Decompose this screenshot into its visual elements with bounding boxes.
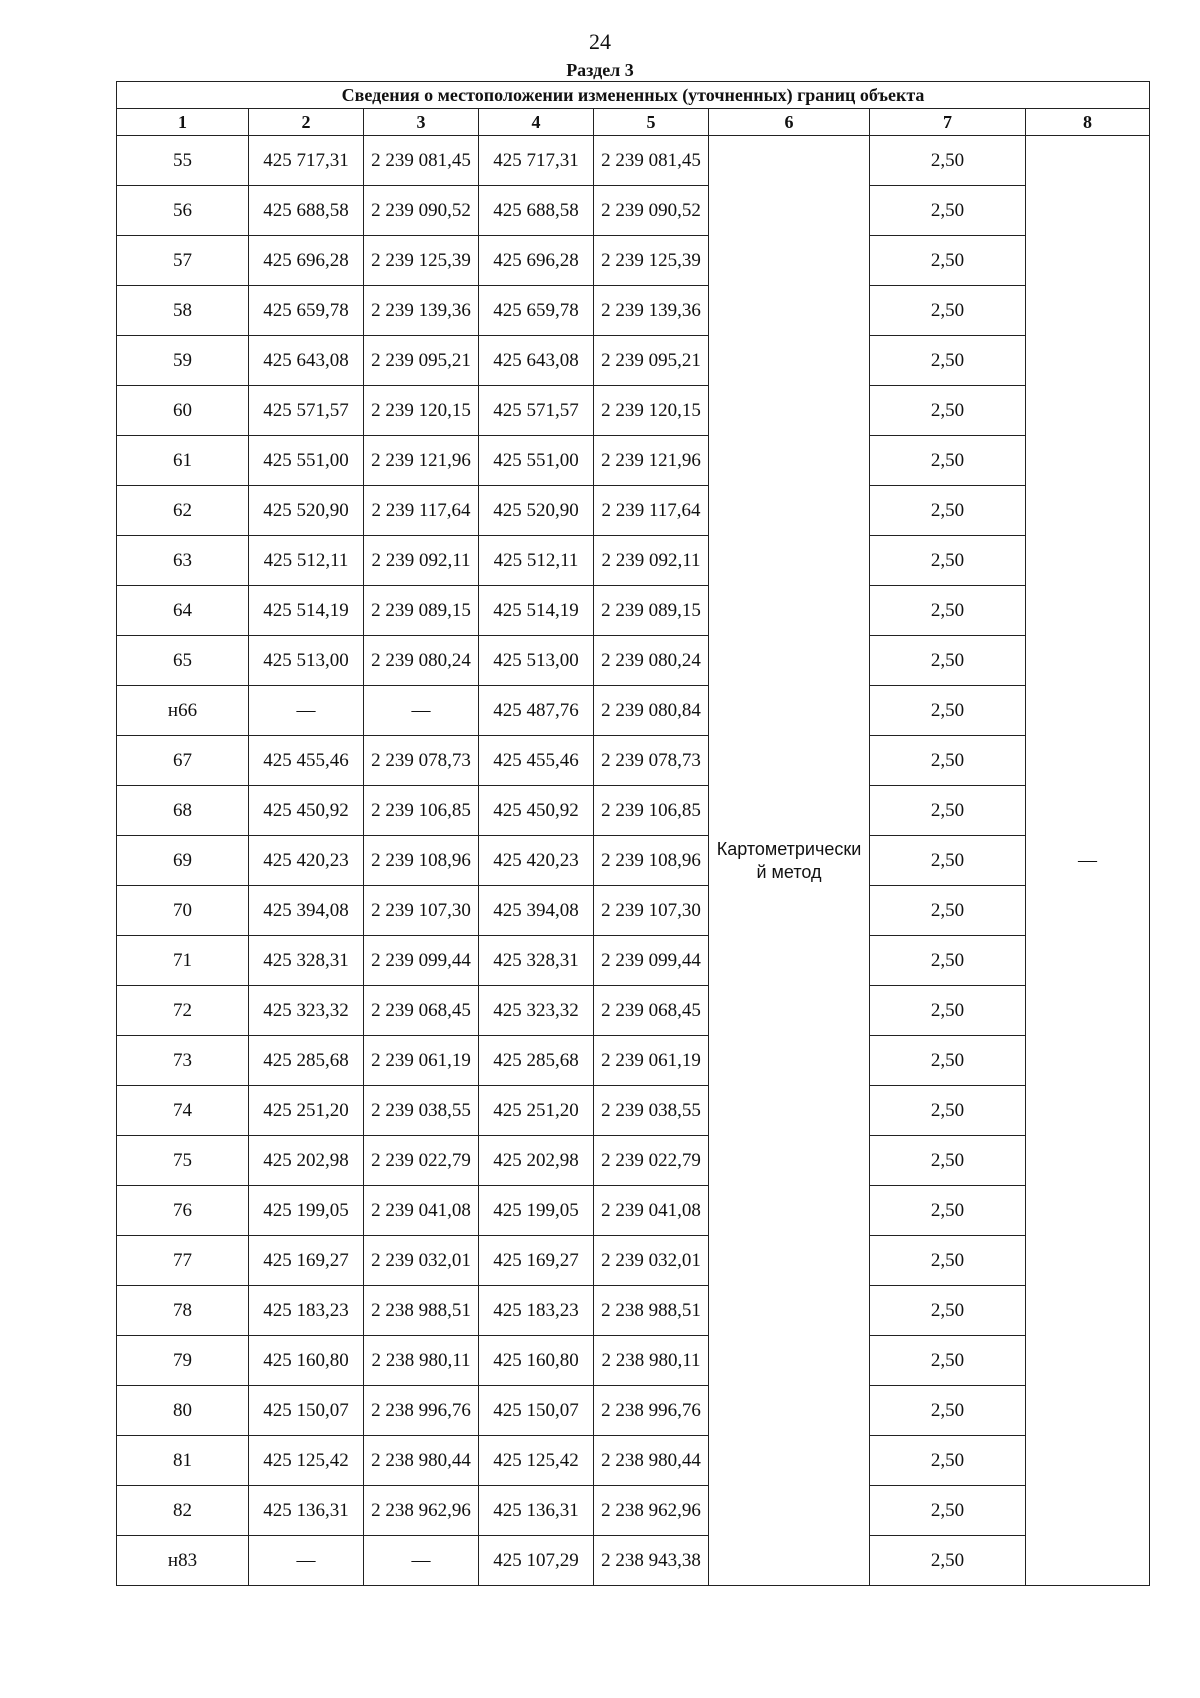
existing-y-cell: 2 239 068,45 (364, 986, 479, 1036)
new-x-cell: 425 136,31 (479, 1486, 594, 1536)
existing-y-cell: 2 239 107,30 (364, 886, 479, 936)
new-y-cell: 2 239 022,79 (594, 1136, 709, 1186)
new-y-cell: 2 238 943,38 (594, 1536, 709, 1586)
existing-x-cell: 425 513,00 (249, 636, 364, 686)
point-number-cell: 56 (117, 186, 249, 236)
boundary-coordinates-table (116, 81, 1150, 1586)
point-number-cell: 81 (117, 1436, 249, 1486)
accuracy-cell: 2,50 (870, 1336, 1026, 1386)
column-header: 4 (479, 109, 594, 136)
new-x-cell: 425 323,32 (479, 986, 594, 1036)
column-header: 8 (1026, 109, 1150, 136)
table-caption: Сведения о местоположении измененных (уточненных) границ объекта (117, 82, 1150, 109)
existing-y-cell: 2 238 988,51 (364, 1286, 479, 1336)
point-number-cell: 60 (117, 386, 249, 436)
column-number-row (117, 109, 1150, 136)
table-row (117, 1186, 1150, 1236)
new-x-cell: 425 571,57 (479, 386, 594, 436)
accuracy-cell: 2,50 (870, 1086, 1026, 1136)
existing-y-cell: 2 239 120,15 (364, 386, 479, 436)
existing-y-cell: 2 239 078,73 (364, 736, 479, 786)
existing-y-cell: 2 239 090,52 (364, 186, 479, 236)
new-x-cell: 425 520,90 (479, 486, 594, 536)
section-title: Раздел 3 (566, 60, 634, 80)
point-number-cell: 77 (117, 1236, 249, 1286)
column-header: 5 (594, 109, 709, 136)
accuracy-cell: 2,50 (870, 236, 1026, 286)
point-number-cell: 59 (117, 336, 249, 386)
new-y-cell: 2 239 090,52 (594, 186, 709, 236)
accuracy-cell: 2,50 (870, 686, 1026, 736)
new-x-cell: 425 251,20 (479, 1086, 594, 1136)
new-x-cell: 425 659,78 (479, 286, 594, 336)
new-x-cell: 425 107,29 (479, 1536, 594, 1586)
new-y-cell: 2 239 081,45 (594, 136, 709, 186)
new-y-cell: 2 239 080,84 (594, 686, 709, 736)
new-x-cell: 425 688,58 (479, 186, 594, 236)
existing-y-cell: 2 239 038,55 (364, 1086, 479, 1136)
existing-x-cell: — (249, 1536, 364, 1586)
existing-x-cell: 425 125,42 (249, 1436, 364, 1486)
accuracy-cell: 2,50 (870, 436, 1026, 486)
table-row (117, 1336, 1150, 1386)
table-row (117, 1286, 1150, 1336)
new-y-cell: 2 239 139,36 (594, 286, 709, 336)
table-row (117, 686, 1150, 736)
existing-x-cell: 425 199,05 (249, 1186, 364, 1236)
existing-y-cell: 2 239 089,15 (364, 586, 479, 636)
new-y-cell: 2 239 068,45 (594, 986, 709, 1036)
point-number-cell: 73 (117, 1036, 249, 1086)
column-header: 2 (249, 109, 364, 136)
existing-x-cell: 425 571,57 (249, 386, 364, 436)
table-row (117, 236, 1150, 286)
existing-x-cell: 425 450,92 (249, 786, 364, 836)
existing-x-cell: 425 328,31 (249, 936, 364, 986)
point-number-cell: 78 (117, 1286, 249, 1336)
point-number-cell: 55 (117, 136, 249, 186)
column-header: 1 (117, 109, 249, 136)
new-y-cell: 2 238 980,11 (594, 1336, 709, 1386)
accuracy-cell: 2,50 (870, 1386, 1026, 1436)
existing-x-cell: 425 394,08 (249, 886, 364, 936)
new-y-cell: 2 239 078,73 (594, 736, 709, 786)
point-number-cell: 72 (117, 986, 249, 1036)
point-number-cell: 64 (117, 586, 249, 636)
existing-x-cell: 425 169,27 (249, 1236, 364, 1286)
table-row (117, 636, 1150, 686)
table-row (117, 986, 1150, 1036)
existing-y-cell: 2 239 061,19 (364, 1036, 479, 1086)
new-y-cell: 2 239 095,21 (594, 336, 709, 386)
new-y-cell: 2 239 106,85 (594, 786, 709, 836)
point-number-cell: 57 (117, 236, 249, 286)
accuracy-cell: 2,50 (870, 836, 1026, 886)
existing-y-cell: 2 239 022,79 (364, 1136, 479, 1186)
point-number-cell: 75 (117, 1136, 249, 1186)
accuracy-cell: 2,50 (870, 1186, 1026, 1236)
table-row (117, 1486, 1150, 1536)
existing-y-cell: 2 238 980,11 (364, 1336, 479, 1386)
accuracy-cell: 2,50 (870, 1036, 1026, 1086)
point-number-cell: 80 (117, 1386, 249, 1436)
point-number-cell: 61 (117, 436, 249, 486)
accuracy-cell: 2,50 (870, 286, 1026, 336)
point-number-cell: 82 (117, 1486, 249, 1536)
table-row (117, 1386, 1150, 1436)
existing-x-cell: 425 512,11 (249, 536, 364, 586)
new-x-cell: 425 487,76 (479, 686, 594, 736)
existing-x-cell: 425 520,90 (249, 486, 364, 536)
new-y-cell: 2 239 099,44 (594, 936, 709, 986)
existing-x-cell: 425 551,00 (249, 436, 364, 486)
accuracy-cell: 2,50 (870, 786, 1026, 836)
existing-x-cell: 425 643,08 (249, 336, 364, 386)
new-y-cell: 2 239 089,15 (594, 586, 709, 636)
existing-y-cell: 2 238 996,76 (364, 1386, 479, 1436)
point-number-cell: н66 (117, 686, 249, 736)
new-x-cell: 425 551,00 (479, 436, 594, 486)
table-row (117, 286, 1150, 336)
table-row (117, 336, 1150, 386)
new-x-cell: 425 183,23 (479, 1286, 594, 1336)
table-row (117, 1036, 1150, 1086)
point-number-cell: 63 (117, 536, 249, 586)
existing-x-cell: 425 420,23 (249, 836, 364, 886)
accuracy-cell: 2,50 (870, 1536, 1026, 1586)
existing-x-cell: 425 455,46 (249, 736, 364, 786)
new-y-cell: 2 239 092,11 (594, 536, 709, 586)
new-x-cell: 425 514,19 (479, 586, 594, 636)
existing-y-cell: 2 239 139,36 (364, 286, 479, 336)
point-number-cell: 67 (117, 736, 249, 786)
table-row (117, 1236, 1150, 1286)
table-row (117, 436, 1150, 486)
new-y-cell: 2 239 038,55 (594, 1086, 709, 1136)
existing-y-cell: 2 238 980,44 (364, 1436, 479, 1486)
accuracy-cell: 2,50 (870, 536, 1026, 586)
table-row (117, 1086, 1150, 1136)
table-row (117, 1536, 1150, 1586)
existing-x-cell: 425 183,23 (249, 1286, 364, 1336)
existing-y-cell: 2 239 080,24 (364, 636, 479, 686)
existing-x-cell: 425 659,78 (249, 286, 364, 336)
new-y-cell: 2 239 061,19 (594, 1036, 709, 1086)
accuracy-cell: 2,50 (870, 586, 1026, 636)
new-x-cell: 425 420,23 (479, 836, 594, 886)
new-x-cell: 425 455,46 (479, 736, 594, 786)
new-x-cell: 425 202,98 (479, 1136, 594, 1186)
existing-x-cell: 425 251,20 (249, 1086, 364, 1136)
existing-x-cell: 425 150,07 (249, 1386, 364, 1436)
new-y-cell: 2 238 980,44 (594, 1436, 709, 1486)
table-row (117, 136, 1150, 186)
accuracy-cell: 2,50 (870, 336, 1026, 386)
existing-y-cell: 2 239 108,96 (364, 836, 479, 886)
table-row (117, 786, 1150, 836)
existing-x-cell: 425 285,68 (249, 1036, 364, 1086)
new-y-cell: 2 239 080,24 (594, 636, 709, 686)
accuracy-cell: 2,50 (870, 486, 1026, 536)
new-y-cell: 2 239 117,64 (594, 486, 709, 536)
column-header: 7 (870, 109, 1026, 136)
existing-x-cell: 425 323,32 (249, 986, 364, 1036)
accuracy-cell: 2,50 (870, 186, 1026, 236)
accuracy-cell: 2,50 (870, 986, 1026, 1036)
new-y-cell: 2 238 962,96 (594, 1486, 709, 1536)
new-x-cell: 425 696,28 (479, 236, 594, 286)
column-8-cell: — (1026, 136, 1150, 1586)
accuracy-cell: 2,50 (870, 886, 1026, 936)
existing-x-cell: — (249, 686, 364, 736)
new-x-cell: 425 450,92 (479, 786, 594, 836)
existing-x-cell: 425 688,58 (249, 186, 364, 236)
table-row (117, 736, 1150, 786)
table-row (117, 536, 1150, 586)
table-row (117, 886, 1150, 936)
accuracy-cell: 2,50 (870, 1286, 1026, 1336)
new-x-cell: 425 394,08 (479, 886, 594, 936)
new-y-cell: 2 238 996,76 (594, 1386, 709, 1436)
new-y-cell: 2 239 107,30 (594, 886, 709, 936)
accuracy-cell: 2,50 (870, 136, 1026, 186)
new-x-cell: 425 285,68 (479, 1036, 594, 1086)
new-x-cell: 425 150,07 (479, 1386, 594, 1436)
point-number-cell: 69 (117, 836, 249, 886)
new-x-cell: 425 717,31 (479, 136, 594, 186)
new-y-cell: 2 239 032,01 (594, 1236, 709, 1286)
table-row (117, 186, 1150, 236)
method-text-line: й метод (756, 861, 822, 882)
table-row (117, 486, 1150, 536)
table-row (117, 836, 1150, 886)
column-header: 6 (709, 109, 870, 136)
existing-x-cell: 425 160,80 (249, 1336, 364, 1386)
table-row (117, 1436, 1150, 1486)
accuracy-cell: 2,50 (870, 1136, 1026, 1186)
existing-y-cell: 2 239 125,39 (364, 236, 479, 286)
accuracy-cell: 2,50 (870, 386, 1026, 436)
new-y-cell: 2 239 121,96 (594, 436, 709, 486)
point-number-cell: 74 (117, 1086, 249, 1136)
existing-x-cell: 425 136,31 (249, 1486, 364, 1536)
existing-x-cell: 425 717,31 (249, 136, 364, 186)
new-y-cell: 2 239 041,08 (594, 1186, 709, 1236)
existing-y-cell: 2 239 106,85 (364, 786, 479, 836)
existing-x-cell: 425 202,98 (249, 1136, 364, 1186)
new-x-cell: 425 169,27 (479, 1236, 594, 1286)
point-number-cell: 62 (117, 486, 249, 536)
table-row (117, 386, 1150, 436)
accuracy-cell: 2,50 (870, 1436, 1026, 1486)
existing-y-cell: 2 239 032,01 (364, 1236, 479, 1286)
new-y-cell: 2 239 120,15 (594, 386, 709, 436)
column-header: 3 (364, 109, 479, 136)
existing-y-cell: 2 239 121,96 (364, 436, 479, 486)
existing-y-cell: — (364, 1536, 479, 1586)
accuracy-cell: 2,50 (870, 936, 1026, 986)
existing-y-cell: 2 238 962,96 (364, 1486, 479, 1536)
new-x-cell: 425 199,05 (479, 1186, 594, 1236)
method-cell (709, 136, 870, 1586)
table-body (117, 136, 1150, 1586)
table-row (117, 1136, 1150, 1186)
new-x-cell: 425 512,11 (479, 536, 594, 586)
new-y-cell: 2 238 988,51 (594, 1286, 709, 1336)
existing-y-cell: 2 239 095,21 (364, 336, 479, 386)
point-number-cell: 58 (117, 286, 249, 336)
new-x-cell: 425 160,80 (479, 1336, 594, 1386)
existing-y-cell: 2 239 117,64 (364, 486, 479, 536)
point-number-cell: 68 (117, 786, 249, 836)
existing-y-cell: 2 239 081,45 (364, 136, 479, 186)
existing-x-cell: 425 696,28 (249, 236, 364, 286)
point-number-cell: 79 (117, 1336, 249, 1386)
existing-y-cell: 2 239 099,44 (364, 936, 479, 986)
point-number-cell: 70 (117, 886, 249, 936)
accuracy-cell: 2,50 (870, 636, 1026, 686)
new-y-cell: 2 239 108,96 (594, 836, 709, 886)
accuracy-cell: 2,50 (870, 736, 1026, 786)
table-row (117, 936, 1150, 986)
point-number-cell: 76 (117, 1186, 249, 1236)
point-number-cell: н83 (117, 1536, 249, 1586)
page-number: 24 (589, 29, 611, 54)
existing-y-cell: 2 239 041,08 (364, 1186, 479, 1236)
new-x-cell: 425 328,31 (479, 936, 594, 986)
new-x-cell: 425 125,42 (479, 1436, 594, 1486)
existing-x-cell: 425 514,19 (249, 586, 364, 636)
new-y-cell: 2 239 125,39 (594, 236, 709, 286)
existing-y-cell: 2 239 092,11 (364, 536, 479, 586)
accuracy-cell: 2,50 (870, 1486, 1026, 1536)
new-x-cell: 425 513,00 (479, 636, 594, 686)
point-number-cell: 71 (117, 936, 249, 986)
method-text-line: Картометрически (716, 838, 862, 859)
table-row (117, 586, 1150, 636)
point-number-cell: 65 (117, 636, 249, 686)
new-x-cell: 425 643,08 (479, 336, 594, 386)
existing-y-cell: — (364, 686, 479, 736)
accuracy-cell: 2,50 (870, 1236, 1026, 1286)
